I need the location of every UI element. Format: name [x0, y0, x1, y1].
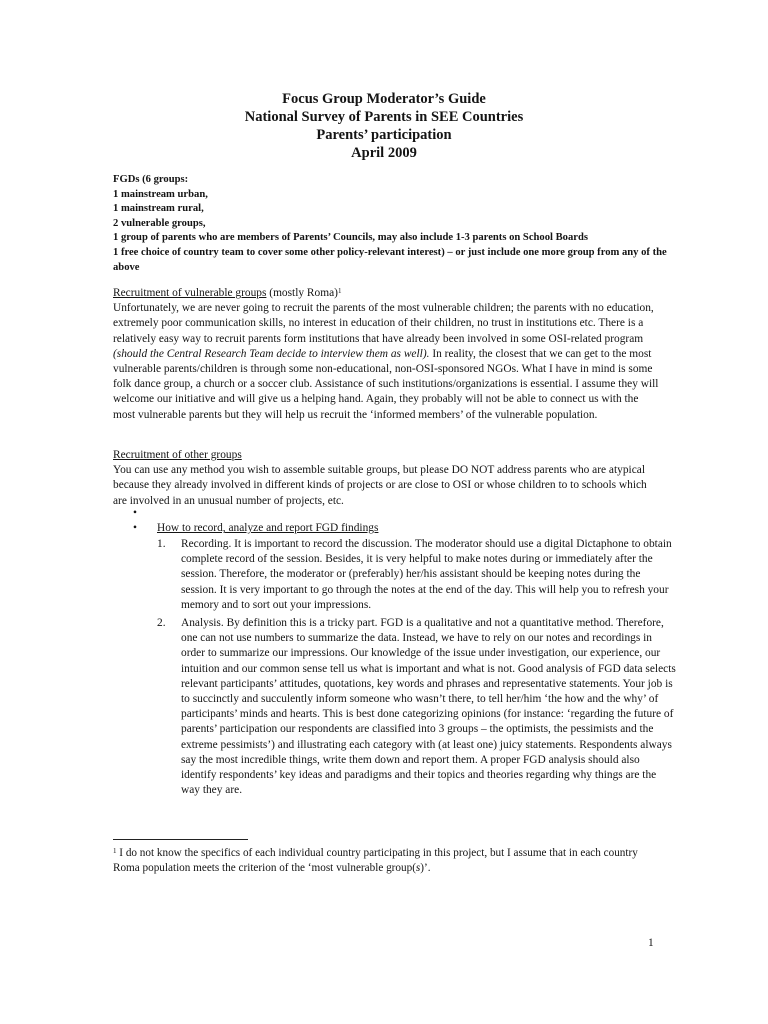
- numbered-item-number: 2.: [157, 617, 166, 630]
- bullet-marker: •: [133, 522, 137, 535]
- numbered-item-text: Analysis. By definition this is a tricky part. FGD is a qualitative and not a quantitative method. Therefore, one can not use numbers to summarize the data. Instead, we have to rely on our notes and recordings in order to summarize our impressions. Our knowledge of the issue under investigation, our experience, our intuition and our common sense tell us what is important and what is not. Good analysis of FGD data selects relevant participants’ attitudes, quotations, key words and phrases and representative statements. Your job is to succinctly and succulently inform someone who wasn’t there, to tell her/him ‘the how and the why’ of participants’ minds and hearts. This is best done categorizing opinions (for instance: ‘regarding the future of parents’ participation our respondents are classified into 3 groups – the optimists, the pessimists and the extreme pessimists’) and illustrating each category with (at least one) juicy statements. Respondents always say the most incredible things, write them down and report them. A proper FGD analysis should also identify respondents’ key ideas and paradigms and their topics and theories regarding why things are the way they are.: [181, 617, 676, 797]
- title-line-2: National Survey of Parents in SEE Countries: [244, 109, 524, 125]
- bullet-item-label: How to record, analyze and report FGD findings: [157, 522, 379, 535]
- fgd-line-1: FGDs (6 groups:: [113, 174, 189, 185]
- fgd-line-4: 2 vulnerable groups,: [113, 217, 206, 229]
- footnote-text-a: I do not know the specifics of each individual country participating in this project, but I assume that in each country Roma population meets the criterion of the ‘most vulnerable group(: [113, 847, 638, 874]
- vulnerable-heading-suffix: (mostly Roma): [266, 287, 338, 299]
- vulnerable-heading-line: [113, 286, 663, 301]
- vulnerable-para-b: In reality, the closest that we can get to the most vulnerable parents/children is through some non-educational, non-OSI-sponsored NGOs. What I have in mind is some folk dance group, a church or a soccer club. Assistance of such institutions/organizations is essential. I assume they will welcome our initiative and will give us a helping hand. Again, they probably will not be able to connect us with the most vulnerable parents but they will help us recruit the ‘informed members’ of the vulnerable population.: [113, 347, 659, 421]
- vulnerable-heading: Recruitment of vulnerable groups: [113, 287, 267, 299]
- numbered-list: [157, 537, 677, 798]
- fgd-line-5: 1 group of parents who are members of Parents’ Councils, may also include 1-3 parents on School Boards: [113, 232, 588, 244]
- vulnerable-paragraph: [113, 301, 663, 423]
- bullet-item-record: [113, 521, 673, 536]
- numbered-item-recording: [157, 537, 677, 613]
- title-line-1: Focus Group Moderator’s Guide: [282, 91, 486, 107]
- bullet-marker: •: [133, 507, 137, 519]
- fgd-line-3: 1 mainstream rural,: [113, 203, 204, 215]
- title-line-3: Parents’ participation: [316, 127, 452, 143]
- footnote-divider: [113, 839, 248, 840]
- vulnerable-para-a: Unfortunately, we are never going to recruit the parents of the most vulnerable children; the parents with no education, extremely poor communication skills, no interest in education of their children, no trust in institutions etc. There is a relatively easy way to recruit parents form institutions that have already been involved in some OSI-related program: [113, 302, 654, 345]
- footnote-text-b: )’.: [420, 862, 431, 874]
- footnote-number: 1: [113, 847, 117, 855]
- fgd-groups-list: [113, 173, 673, 275]
- vulnerable-groups-section: [113, 286, 663, 423]
- numbered-item-number: 1.: [157, 538, 166, 550]
- bullet-list: [113, 506, 673, 536]
- numbered-item-text: Recording. It is important to record the discussion. The moderator should use a digital Dictaphone to obtain complete record of the session. Besides, it is very helpful to make notes during or immediately after the session. Therefore, the moderator or (preferably) her/his assistant should be keeping notes during the session. It is very important to go through the notes at the end of the day. This will help you to refresh your memory and to sort out your impressions.: [181, 538, 672, 611]
- footnote-text-italic: s: [415, 862, 421, 874]
- footnote: [113, 846, 643, 876]
- title-line-4: April 2009: [351, 145, 417, 161]
- page-number: 1: [648, 937, 654, 949]
- other-paragraph: You can use any method you wish to assemble suitable groups, but please DO NOT address parents who are atypical because they already involved in different kinds of projects or are close to OSI or whose children to to schools which are involved in an unusual number of projects, etc.: [113, 464, 647, 507]
- document-title: [0, 90, 768, 162]
- numbered-item-analysis: [157, 616, 677, 798]
- fgd-line-2: 1 mainstream urban,: [113, 188, 208, 200]
- fgd-line-6: 1 free choice of country team to cover some other policy-relevant interest) – or just include one more group from any of the above: [113, 246, 667, 273]
- footnote-ref[interactable]: 1: [337, 287, 342, 295]
- other-groups-section: [113, 448, 663, 509]
- vulnerable-para-italic: (should the Central Research Team decide to interview them as well).: [113, 347, 430, 360]
- bullet-item-empty: [113, 506, 673, 521]
- other-heading: Recruitment of other groups: [113, 449, 242, 461]
